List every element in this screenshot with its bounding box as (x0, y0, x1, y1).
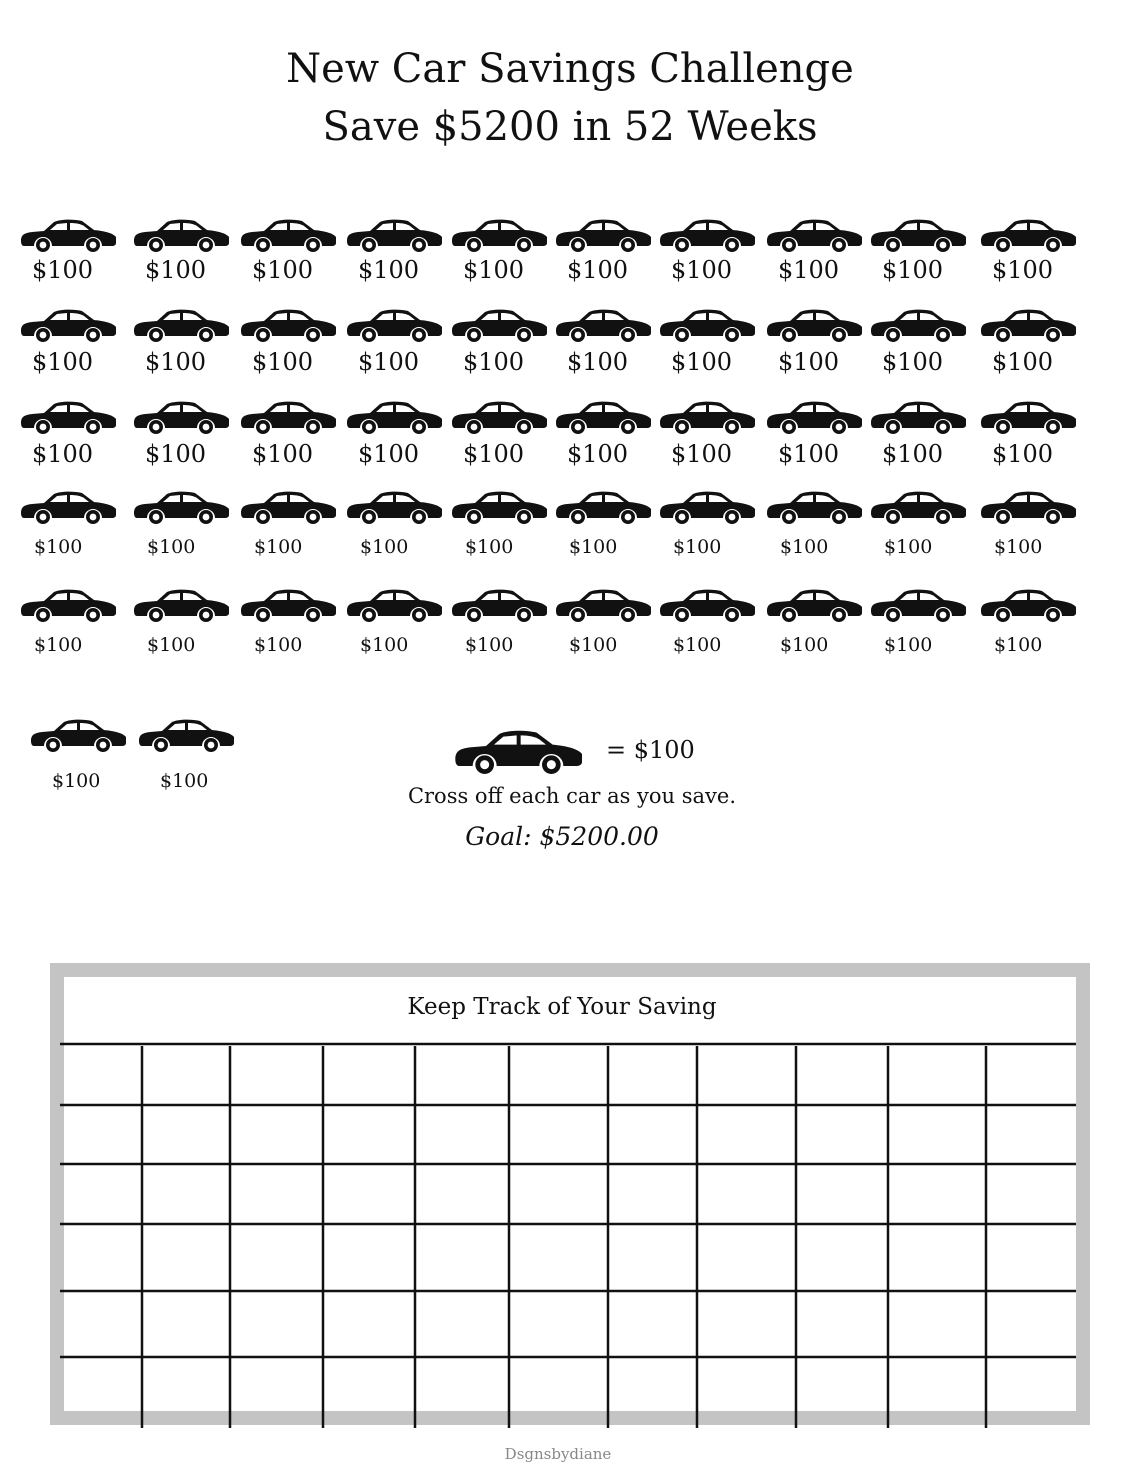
car-icon (238, 216, 338, 252)
car-amount-label: $100 (32, 440, 94, 468)
car-amount-label: $100 (882, 256, 944, 284)
car-amount-label: $100 (358, 440, 420, 468)
car-amount-label: $100 (32, 348, 94, 376)
car-icon (978, 398, 1078, 434)
car-icon (657, 488, 757, 524)
car-icon (764, 488, 864, 524)
tracker-title: Keep Track of Your Saving (407, 994, 717, 1020)
car-amount-label: $100 (252, 348, 314, 376)
car-amount-label: $100 (567, 256, 629, 284)
car-amount-label: $100 (671, 348, 733, 376)
title-line-2: Save $5200 in 52 Weeks (322, 104, 818, 150)
car-amount-label: $100 (360, 536, 409, 558)
tracker-panel (64, 977, 1076, 1411)
car-amount-label: $100 (994, 536, 1043, 558)
car-icon (868, 216, 968, 252)
car-amount-label: $100 (994, 634, 1043, 656)
car-icon (868, 488, 968, 524)
car-amount-label: $100 (463, 440, 525, 468)
car-icon (657, 216, 757, 252)
car-amount-label: $100 (252, 440, 314, 468)
car-amount-label: $100 (145, 256, 207, 284)
car-icon (868, 586, 968, 622)
car-amount-label: $100 (780, 634, 829, 656)
car-amount-label: $100 (992, 348, 1054, 376)
car-amount-label: $100 (778, 256, 840, 284)
car-icon (18, 398, 118, 434)
car-icon (553, 586, 653, 622)
car-icon (764, 398, 864, 434)
car-icon (868, 398, 968, 434)
car-icon (238, 306, 338, 342)
car-icon (238, 488, 338, 524)
car-amount-label: $100 (884, 536, 933, 558)
car-amount-label: $100 (463, 348, 525, 376)
car-amount-label: $100 (884, 634, 933, 656)
car-amount-label: $100 (465, 536, 514, 558)
car-icon (553, 398, 653, 434)
car-icon (764, 216, 864, 252)
car-icon (131, 586, 231, 622)
car-amount-label: $100 (147, 634, 196, 656)
car-icon (978, 306, 1078, 342)
car-amount-label: $100 (358, 348, 420, 376)
car-icon (657, 398, 757, 434)
goal-text: Goal: $5200.00 (465, 822, 659, 851)
car-icon (449, 306, 549, 342)
page-title (0, 40, 1140, 156)
car-icon (131, 398, 231, 434)
car-amount-label: $100 (463, 256, 525, 284)
car-amount-label: $100 (147, 536, 196, 558)
car-icon (449, 586, 549, 622)
instruction-text: Cross off each car as you save. (407, 784, 737, 808)
car-amount-label: $100 (252, 256, 314, 284)
car-icon (28, 716, 128, 752)
car-amount-label: $100 (34, 536, 83, 558)
car-amount-label: $100 (671, 256, 733, 284)
car-icon (344, 586, 444, 622)
credit-text: Dsgnsbydiane (504, 1445, 612, 1463)
title-line-1: New Car Savings Challenge (286, 46, 854, 92)
car-amount-label: $100 (465, 634, 514, 656)
car-icon (136, 716, 236, 752)
car-amount-label: $100 (358, 256, 420, 284)
car-amount-label: $100 (882, 348, 944, 376)
car-amount-label: $100 (673, 536, 722, 558)
car-amount-label: $100 (34, 634, 83, 656)
car-amount-label: $100 (569, 536, 618, 558)
car-amount-label: $100 (567, 348, 629, 376)
legend-value: = $100 (606, 736, 695, 764)
car-icon (238, 586, 338, 622)
car-amount-label: $100 (778, 348, 840, 376)
car-amount-label: $100 (145, 440, 207, 468)
car-icon (344, 216, 444, 252)
car-icon (449, 488, 549, 524)
car-icon (131, 306, 231, 342)
car-icon (553, 488, 653, 524)
car-amount-label: $100 (992, 256, 1054, 284)
car-icon (449, 398, 549, 434)
car-amount-label: $100 (360, 634, 409, 656)
car-icon (131, 488, 231, 524)
car-icon (553, 216, 653, 252)
car-icon (344, 398, 444, 434)
car-icon (657, 306, 757, 342)
car-icon (868, 306, 968, 342)
car-amount-label: $100 (778, 440, 840, 468)
car-icon (344, 488, 444, 524)
car-amount-label: $100 (254, 634, 303, 656)
car-icon (18, 216, 118, 252)
car-amount-label: $100 (882, 440, 944, 468)
car-amount-label: $100 (992, 440, 1054, 468)
car-amount-label: $100 (780, 536, 829, 558)
car-icon (18, 306, 118, 342)
car-amount-label: $100 (32, 256, 94, 284)
car-icon (978, 488, 1078, 524)
car-amount-label: $100 (52, 770, 101, 792)
car-amount-label: $100 (254, 536, 303, 558)
car-icon (978, 216, 1078, 252)
car-amount-label: $100 (671, 440, 733, 468)
car-amount-label: $100 (145, 348, 207, 376)
car-icon (238, 398, 338, 434)
car-icon (657, 586, 757, 622)
car-amount-label: $100 (160, 770, 209, 792)
car-icon (18, 488, 118, 524)
car-amount-label: $100 (673, 634, 722, 656)
car-icon (18, 586, 118, 622)
car-icon (764, 306, 864, 342)
car-icon (978, 586, 1078, 622)
car-amount-label: $100 (569, 634, 618, 656)
car-amount-label: $100 (567, 440, 629, 468)
car-icon (449, 216, 549, 252)
legend-car-icon (448, 726, 588, 774)
car-icon (344, 306, 444, 342)
car-icon (764, 586, 864, 622)
car-icon (131, 216, 231, 252)
car-icon (553, 306, 653, 342)
